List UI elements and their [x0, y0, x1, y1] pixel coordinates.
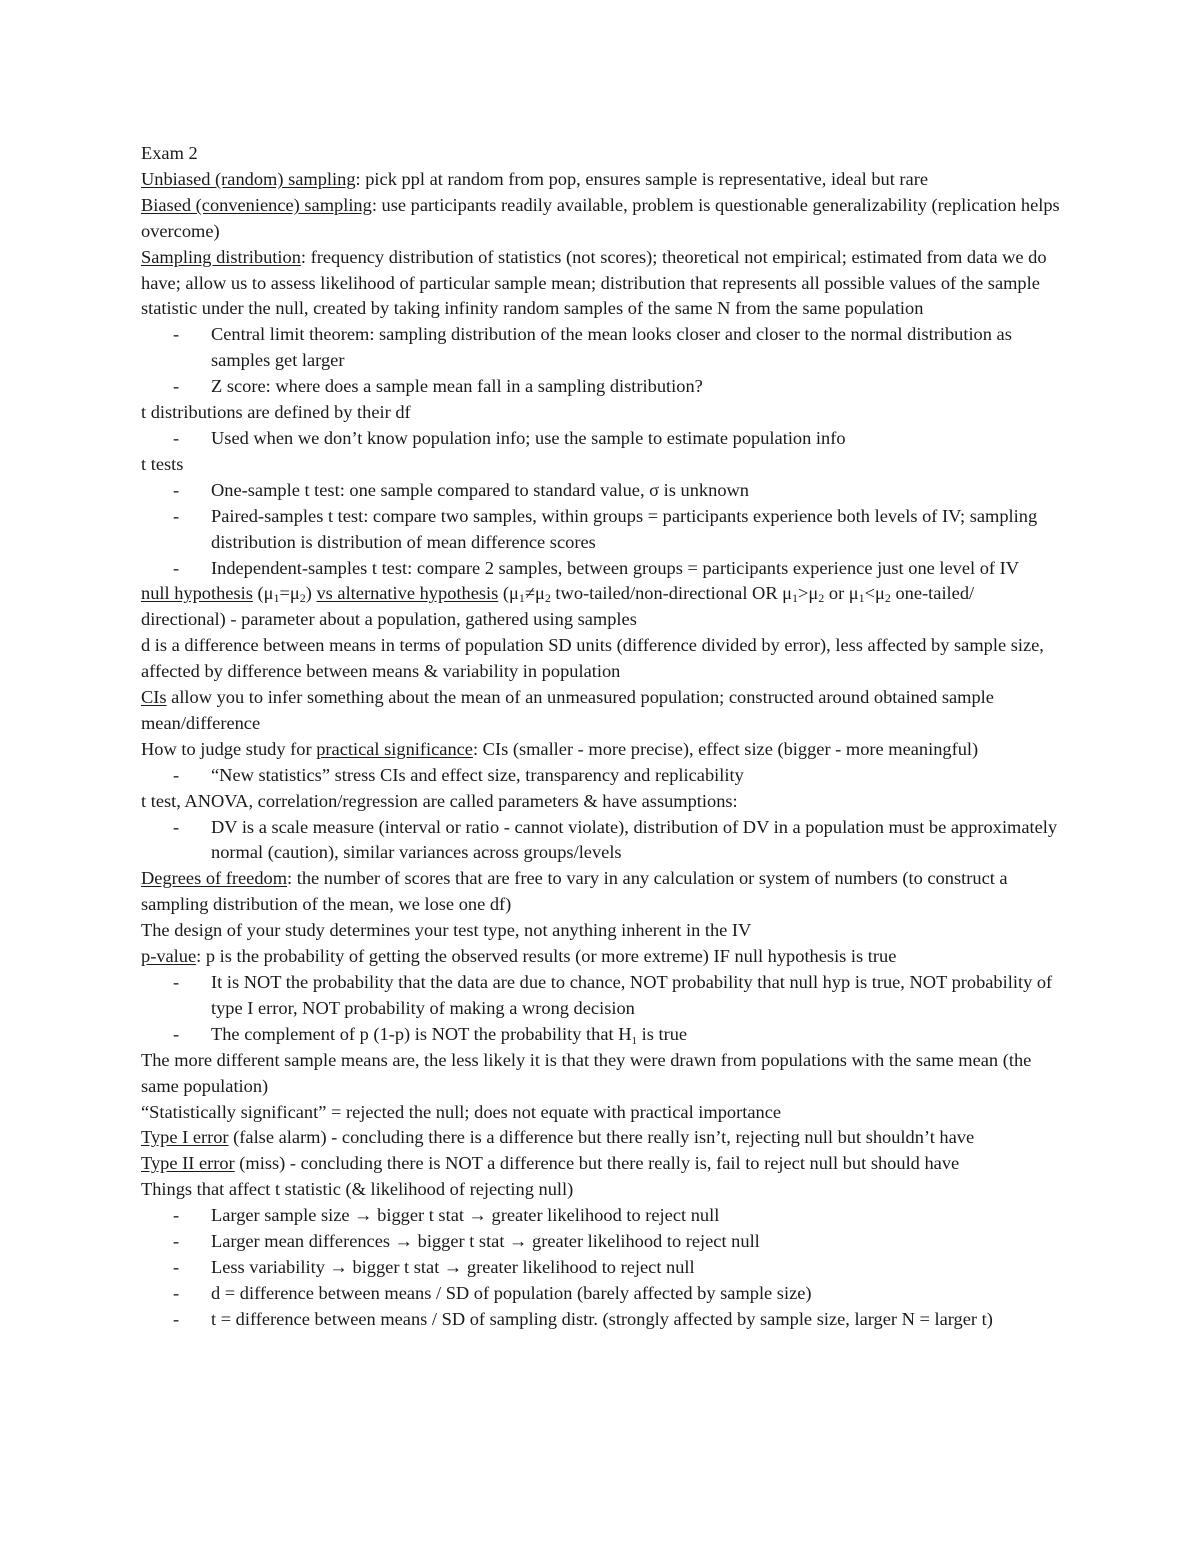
definition-text: (miss) - concluding there is NOT a difference but there really is, fail to reject null but should have	[234, 1153, 960, 1174]
bullet-dash: -	[173, 764, 180, 785]
bullet-text: t = difference between means / SD of sampling distr. (strongly affected by sample size, larger N = larger t)	[211, 1308, 993, 1329]
subscript: 1	[792, 591, 799, 606]
paragraph-t-statistic-factors: Things that affect t statistic (& likelihood of rejecting null)	[141, 1179, 574, 1200]
paragraph-statistically-significant: “Statistically significant” = rejected the null; does not equate with practical importance	[141, 1101, 782, 1122]
bullet-z-score	[141, 374, 1061, 400]
formula-text: )	[305, 583, 317, 604]
bullet-text: Z score: where does a sample mean fall in a sampling distribution?	[211, 376, 703, 397]
formula-text: one-tailed/ directional) - parameter about a population, gathered using samples	[141, 583, 975, 630]
definition-text: : use participants readily available, problem is questionable generalizability (replication helps overcome)	[141, 194, 1060, 241]
definition-text: : frequency distribution of statistics (not scores); theoretical not empirical; estimated from data we do have; allow us to assess likelihood of particular sample mean; distribution that represents all possible values of the sample statistic under the null, created by taking infinity random samples of the same N from the same population	[141, 246, 1047, 319]
formula-text: >μ	[798, 583, 819, 604]
bullet-dash: -	[173, 972, 180, 992]
paragraph-degrees-of-freedom	[141, 866, 1061, 918]
paragraph-practical-significance	[141, 737, 1061, 763]
bullet-text: Paired-samples t test: compare two samples, within groups = participants experience both levels of IV; sampling distribution is distribution of mean difference scores	[211, 505, 1038, 552]
definition-text: allow you to infer something about the mean of an unmeasured population; constructed around obtained sample mean/difference	[141, 687, 994, 733]
paragraph-type-i-error	[141, 1125, 1061, 1151]
formula-text: =μ	[279, 583, 300, 604]
term-practical-significance: practical significance	[316, 738, 473, 759]
formula-text: (μ	[252, 583, 274, 604]
bullet-dash: -	[173, 816, 180, 837]
subscript: 1	[858, 591, 865, 606]
paragraph-type-ii-error	[141, 1151, 1061, 1177]
term-type-i-error: Type I error	[141, 1127, 229, 1148]
bullet-dv-scale-measure	[141, 815, 1061, 867]
bullet-dash: -	[173, 1205, 180, 1226]
bullet-dash: -	[173, 505, 180, 526]
bullet-text: Central limit theorem: sampling distribution of the mean looks closer and closer to the normal distribution as samples get larger	[211, 324, 1012, 371]
term-cis: CIs	[141, 687, 167, 708]
subscript: 1	[518, 591, 525, 606]
bullet-one-sample-t-test	[141, 478, 1061, 504]
bullet-complement-of-p	[141, 1022, 1061, 1048]
subscript: 1	[273, 591, 280, 606]
bullet-text: “New statistics” stress CIs and effect size, transparency and replicability	[211, 764, 744, 785]
bullet-t-formula	[141, 1307, 1061, 1333]
bullet-dash: -	[173, 427, 180, 448]
definition-text: : CIs (smaller - more precise), effect size (bigger - more meaningful)	[472, 738, 979, 759]
document-title: Exam 2	[141, 143, 198, 163]
term-sampling-distribution: Sampling distribution	[141, 246, 301, 267]
term-alternative-hypothesis: vs alternative hypothesis	[316, 583, 499, 604]
paragraph-p-value	[141, 944, 1061, 970]
formula-text: <μ	[864, 583, 885, 604]
bullet-less-variability	[141, 1255, 1061, 1281]
bullet-dash: -	[173, 1282, 180, 1303]
paragraph-null-hypothesis	[141, 581, 1061, 633]
paragraph-unbiased-sampling	[141, 167, 1061, 193]
bullet-new-statistics	[141, 763, 1061, 789]
paragraph-biased-sampling	[141, 193, 1061, 245]
bullet-dash: -	[173, 1231, 180, 1252]
bullet-dash: -	[173, 479, 180, 500]
bullet-text: DV is a scale measure (interval or ratio - cannot violate), distribution of DV in a population must be approximately normal (caution), similar variances across groups/levels	[211, 816, 1058, 863]
bullet-text: Independent-samples t test: compare 2 samples, between groups = participants experience just one level of IV	[211, 557, 1020, 578]
subscript: 2	[299, 591, 306, 606]
subscript: 2	[818, 591, 825, 606]
formula-text: ≠μ	[524, 583, 545, 604]
bullet-text: is true	[637, 1023, 688, 1044]
bullet-paired-samples-t-test	[141, 504, 1061, 556]
bullet-text: It is NOT the probability that the data are due to chance, NOT probability that null hyp is true, NOT probability of type I error, NOT probability of making a wrong decision	[211, 972, 1053, 1018]
bullet-dash: -	[173, 1023, 180, 1044]
subscript: 1	[631, 1034, 638, 1047]
bullet-text: Used when we don’t know population info; use the sample to estimate population info	[211, 427, 846, 448]
bullet-text: One-sample t test: one sample compared to standard value, σ is unknown	[211, 479, 749, 500]
bullet-d-formula	[141, 1281, 1061, 1307]
bullet-larger-sample-size	[141, 1203, 1061, 1229]
bullet-text: Larger mean differences → bigger t stat → greater likelihood to reject null	[211, 1231, 760, 1252]
bullet-text: d = difference between means / SD of population (barely affected by sample size)	[211, 1282, 812, 1303]
bullet-p-value-misconceptions	[141, 970, 1061, 1022]
bullet-dash: -	[173, 557, 180, 578]
formula-text: two-tailed/non-directional OR μ	[550, 583, 793, 604]
paragraph-effect-size-d: d is a difference between means in terms of population SD units (difference divided by error), less affected by sample size, affected by difference between means & variability in population	[141, 635, 1044, 682]
bullet-central-limit-theorem	[141, 322, 1061, 374]
bullet-dash: -	[173, 324, 180, 345]
paragraph-sampling-distribution	[141, 245, 1061, 323]
bullet-text: The complement of p (1-p) is NOT the probability that H	[211, 1023, 632, 1044]
definition-text: : pick ppl at random from pop, ensures sample is representative, ideal but rare	[355, 168, 928, 189]
term-null-hypothesis: null hypothesis	[141, 583, 253, 604]
bullet-larger-mean-differences	[141, 1229, 1061, 1255]
definition-text: How to judge study for	[141, 738, 317, 759]
paragraph-sample-means: The more different sample means are, the less likely it is that they were drawn from populations with the same mean (the same population)	[141, 1049, 1032, 1096]
term-degrees-of-freedom: Degrees of freedom	[141, 868, 288, 889]
term-biased-sampling: Biased (convenience) sampling	[141, 194, 372, 215]
paragraph-t-tests: t tests	[141, 453, 184, 474]
definition-text: (false alarm) - concluding there is a difference but there really isn’t, rejecting null but shouldn’t have	[228, 1127, 975, 1148]
formula-text: or μ	[824, 583, 859, 604]
subscript: 2	[544, 591, 551, 606]
bullet-dash: -	[173, 1308, 180, 1329]
definition-text: : p is the probability of getting the observed results (or more extreme) IF null hypothesis is true	[196, 946, 897, 967]
paragraph-assumptions: t test, ANOVA, correlation/regression are called parameters & have assumptions:	[141, 790, 738, 811]
bullet-dash: -	[173, 1256, 180, 1277]
bullet-text: Less variability → bigger t stat → greater likelihood to reject null	[211, 1256, 695, 1277]
bullet-text: Larger sample size → bigger t stat → greater likelihood to reject null	[211, 1205, 720, 1226]
definition-text: : the number of scores that are free to vary in any calculation or system of numbers (to construct a sampling distribution of the mean, we lose one df)	[141, 868, 1008, 915]
bullet-independent-samples-t-test	[141, 556, 1061, 582]
bullet-population-info	[141, 426, 1061, 452]
paragraph-study-design: The design of your study determines your test type, not anything inherent in the IV	[141, 920, 752, 941]
formula-text: (μ	[498, 583, 519, 604]
term-type-ii-error: Type II error	[141, 1153, 235, 1174]
paragraph-confidence-intervals	[141, 685, 1061, 737]
subscript: 2	[884, 591, 891, 606]
term-unbiased-sampling: Unbiased (random) sampling	[141, 168, 356, 189]
bullet-dash: -	[173, 376, 180, 397]
paragraph-t-distributions: t distributions are defined by their df	[141, 402, 411, 423]
term-p-value: p-value	[141, 946, 197, 967]
